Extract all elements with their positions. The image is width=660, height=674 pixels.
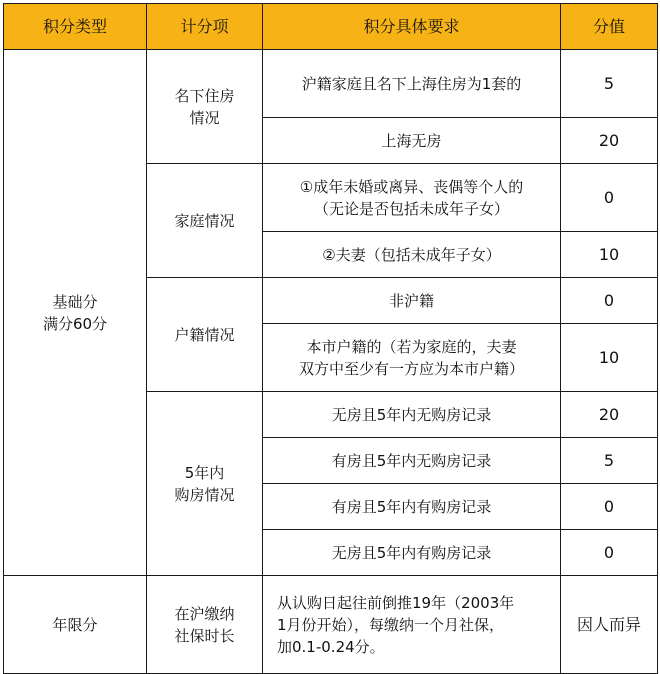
requirement-cell [263,118,561,164]
item-label: 名下住房 情况 [174,86,235,127]
item-cell-hukou [147,278,263,392]
item-cell-family [147,164,263,278]
item-cell-social-security [147,576,263,674]
requirement-text: ②夫妻（包括未成年子女） [322,245,501,264]
requirement-text: 沪籍家庭且名下上海住房为1套的 [301,74,522,93]
score-cell: 0 [561,484,658,530]
requirement-cell [263,278,561,324]
score-cell: 20 [561,118,658,164]
type-label: 年限分 [52,615,98,634]
item-label: 家庭情况 [174,211,235,230]
requirement-cell [263,232,561,278]
requirement-cell [263,392,561,438]
points-table [3,3,658,674]
score-cell: 因人而异 [561,576,658,674]
item-label: 在沪缴纳 社保时长 [174,604,235,645]
type-label: 基础分 满分60分 [42,292,108,333]
item-cell-purchase [147,392,263,576]
requirement-text: 无房且5年内无购房记录 [331,405,492,424]
requirement-text: 有房且5年内有购房记录 [331,497,492,516]
requirement-cell [263,530,561,576]
requirement-cell [263,50,561,118]
score-cell: 5 [561,50,658,118]
item-cell-housing [147,50,263,164]
requirement-cell [263,324,561,392]
requirement-cell [263,438,561,484]
table-header [4,4,658,50]
requirement-cell [263,576,561,674]
header-cell-score: 分值 [561,4,658,50]
requirement-cell [263,484,561,530]
header-cell-item: 计分项 [147,4,263,50]
requirement-cell [263,164,561,232]
score-cell: 10 [561,324,658,392]
requirement-text: 本市户籍的（若为家庭的，夫妻 双方中至少有一方应为本市户籍） [298,337,524,378]
score-cell: 0 [561,278,658,324]
header-cell-requirement: 积分具体要求 [263,4,561,50]
table-row [4,576,658,674]
requirement-text: 非沪籍 [388,291,434,310]
type-cell-years [4,576,147,674]
requirement-text: 无房且5年内有购房记录 [331,543,492,562]
table-body [4,50,658,674]
requirement-text: 上海无房 [381,131,442,150]
item-label: 户籍情况 [174,325,235,344]
table-row [4,50,658,118]
score-cell: 10 [561,232,658,278]
score-cell: 5 [561,438,658,484]
item-label: 5年内 购房情况 [174,463,235,504]
type-cell-basic [4,50,147,576]
requirement-text: ①成年未婚或离异、丧偶等个人的 （无论是否包括未成年子女） [299,177,524,218]
score-cell: 20 [561,392,658,438]
requirement-text: 有房且5年内无购房记录 [331,451,492,470]
header-row [4,4,658,50]
requirement-text: 从认购日起往前倒推19年（2003年 1月份开始），每缴纳一个月社保， 加0.1-0.24分。 [277,593,515,656]
score-cell: 0 [561,164,658,232]
header-cell-type: 积分类型 [4,4,147,50]
score-cell: 0 [561,530,658,576]
